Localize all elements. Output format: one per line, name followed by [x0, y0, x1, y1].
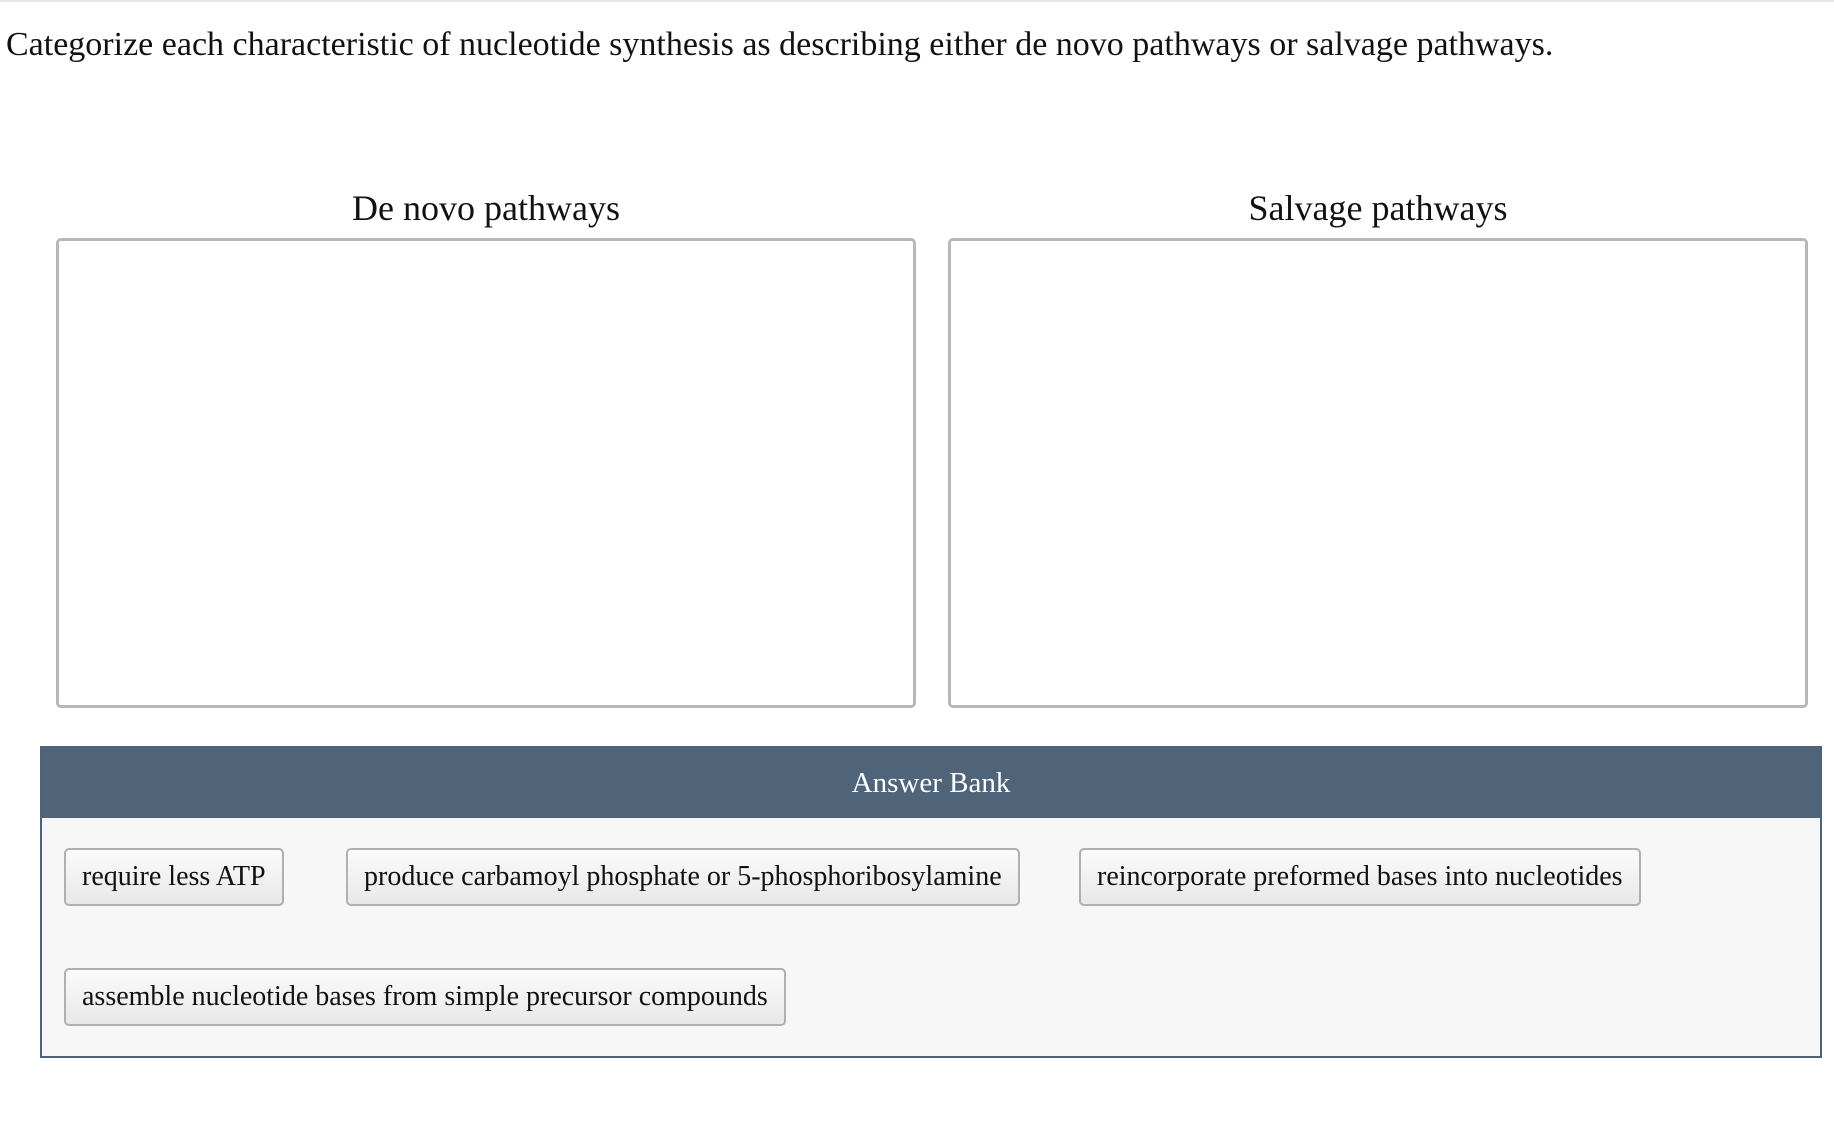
category-de-novo — [56, 186, 916, 708]
top-divider — [0, 0, 1834, 2]
category-title-de-novo: De novo pathways — [352, 188, 620, 228]
answer-chip-reincorporate-preformed-bases[interactable]: reincorporate preformed bases into nucleotides — [1079, 848, 1641, 906]
answer-chip-produce-carbamoyl-phosphate[interactable]: produce carbamoyl phosphate or 5-phosphoribosylamine — [346, 848, 1020, 906]
answer-chip-require-less-atp[interactable]: require less ATP — [64, 848, 284, 906]
answer-bank-items — [42, 818, 1820, 1056]
answer-chip-assemble-nucleotide-bases[interactable]: assemble nucleotide bases from simple precursor compounds — [64, 968, 786, 1026]
drop-zone-de-novo[interactable] — [56, 238, 916, 708]
answer-bank-header: Answer Bank — [42, 748, 1820, 818]
answer-bank — [40, 746, 1822, 1058]
question-prompt: Categorize each characteristic of nucleotide synthesis as describing either de novo pathways or salvage pathways. — [6, 26, 1554, 63]
drop-zone-salvage[interactable] — [948, 238, 1808, 708]
category-salvage — [948, 186, 1808, 708]
category-title-salvage: Salvage pathways — [1248, 188, 1508, 228]
